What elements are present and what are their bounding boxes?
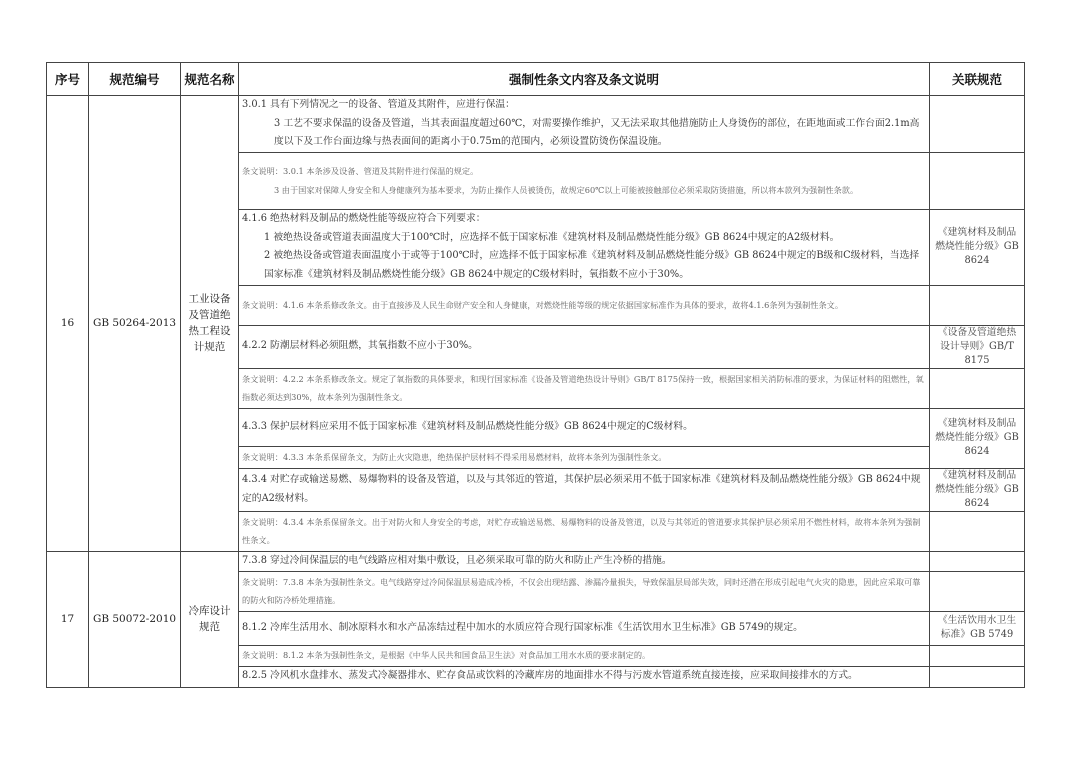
related-cell: 《建筑材料及制品燃烧性能分级》GB 8624: [930, 209, 1025, 285]
clause-line: 1 被绝热设备或管道表面温度大于100℃时，应选择不低于国家标准《建筑材料及制品燃烧性能分级》GB 8624中规定的A2级材料。: [264, 231, 840, 243]
clause-line: 8.2.5 冷风机水盘排水、蒸发式冷凝器排水、贮存食品或饮料的冷藏库房的地面排水不得与污废水管道系统直接连接，应采取间接排水的方式。: [242, 670, 858, 682]
col-header-seq: 序号: [47, 63, 89, 96]
clause-line: 4.1.6 绝热材料及制品的燃烧性能等级应符合下列要求：: [242, 213, 486, 224]
related-cell: 《建筑材料及制品燃烧性能分级》GB 8624: [930, 468, 1025, 511]
regulation-table: [46, 62, 1025, 688]
clause-line: 8.1.2 冷库生活用水、制冰原料水和水产品冻结过程中加水的水质应符合现行国家标准《生活饮用水卫生标准》GB 5749的规定。: [242, 621, 803, 633]
explain-line: 条文说明：4.3.3 本条系保留条文，为防止火灾隐患，绝热保护层材料不得采用易燃材料，故将本条列为强制性条文。: [242, 451, 667, 462]
clause-line: 7.3.8 穿过冷间保温层的电气线路应相对集中敷设，且必须采取可靠的防火和防止产生冷桥的措施。: [242, 554, 672, 566]
clause-content: [239, 408, 930, 446]
clause-explanation: [239, 571, 930, 611]
col-header-name: 规范名称: [181, 63, 239, 96]
clause-explanation: [239, 152, 930, 209]
clause-line: 3.0.1 具有下列情况之一的设备、管道及其附件，应进行保温：: [242, 99, 515, 110]
clause-line: 2 被绝热设备或管道表面温度小于或等于100℃时，应选择不低于国家标准《建筑材料及制品燃烧性能分级》GB 8624中规定的B级和C级材料，当选择国家标准《建筑材料及制品燃烧性能分级》GB 8624中规定的C级材料时，氧指数不应小于30%。: [264, 250, 920, 280]
explain-line: 3 由于国家对保障人身安全和人身健康列为基本要求，为防止操作人员被烫伤，故规定60℃以上可能被接触部位必须采取防烫措施，所以将本款列为强制性条款。: [274, 184, 859, 195]
name-cell: 工业设备及管道绝热工程设计规范: [181, 96, 239, 552]
code-cell: GB 50264-2013: [89, 96, 181, 552]
explain-line: 条文说明：8.1.2 本条为强制性条文，是根据《中华人民共和国食品卫生法》对食品加工用水水质的要求制定的。: [242, 650, 651, 661]
explain-line: 条文说明：4.3.4 本条系保留条文。出于对防火和人身安全的考虑，对贮存或输送易燃、易爆物料的设备及管道，以及与其邻近的管道要求其保护层必须采用不燃性材料，故将本条列为强制性条文。: [242, 516, 921, 545]
related-cell: 《生活饮用水卫生标准》GB 5749: [930, 611, 1025, 645]
clause-explanation: [239, 645, 930, 666]
clause-line: 4.3.4 对贮存或输送易燃、易爆物料的设备及管道，以及与其邻近的管道，其保护层必须采用不低于国家标准《建筑材料及制品燃烧性能分级》GB 8624中规定的A2级材料。: [242, 474, 921, 504]
clause-content: [239, 666, 930, 687]
clause-content: [239, 468, 930, 511]
explain-line: 条文说明：4.1.6 本条系修改条文。由于直接涉及人民生命财产安全和人身健康，对燃烧性能等级的规定依据国家标准作为具体的要求，故将4.1.6条列为强制性条文。: [242, 299, 844, 310]
explain-line: 条文说明：4.2.2 本条系修改条文。规定了氧指数的具体要求，和现行国家标准《设备及管道绝热设计导则》GB/T 8175保持一致，根据国家相关消防标准的要求，为保证材料的阻燃性，氧指数必须达到30%，故本条列为强制性条文。: [242, 373, 924, 402]
table-row: [47, 551, 1025, 571]
col-header-related: 关联规范: [930, 63, 1025, 96]
header-row: [47, 63, 1025, 96]
clause-content: [239, 551, 930, 571]
explain-line: 条文说明：7.3.8 本条为强制性条文。电气线路穿过冷间保温层易造成冷桥，不仅会出现结露、渗漏冷量损失，导致保温层局部失效，同时还潜在形成引起电气火灾的隐患，因此应采取可靠的防火和防冷桥处理措施。: [242, 576, 921, 605]
clause-explanation: [239, 368, 930, 408]
clause-content: [239, 209, 930, 285]
code-cell: GB 50072-2010: [89, 551, 181, 687]
related-cell: 《设备及管道绝热设计导则》GB/T 8175: [930, 325, 1025, 368]
clause-explanation: [239, 446, 930, 468]
explain-line: 条文说明：3.0.1 本条涉及设备、管道及其附件进行保温的规定。: [242, 166, 479, 176]
related-cell: [930, 96, 1025, 153]
seq-cell: 16: [47, 96, 89, 552]
clause-line: 3 工艺不要求保温的设备及管道，当其表面温度超过60℃，对需要操作维护，又无法采取其他措施防止人身烫伤的部位，在距地面或工作台面2.1m高度以下及工作台面边缘与热表面间的距离小于0.75m的范围内，必须设置防烫伤保温设施。: [274, 117, 920, 147]
clause-explanation: [239, 511, 930, 551]
clause-content: [239, 96, 930, 153]
name-cell: 冷库设计规范: [181, 551, 239, 687]
col-header-content: 强制性条文内容及条文说明: [239, 63, 930, 96]
clause-explanation: [239, 285, 930, 325]
clause-content: [239, 611, 930, 645]
col-header-code: 规范编号: [89, 63, 181, 96]
table-row: [47, 96, 1025, 153]
clause-line: 4.2.2 防潮层材料必须阻燃，其氧指数不应小于30%。: [242, 340, 478, 352]
related-cell: 《建筑材料及制品燃烧性能分级》GB 8624: [930, 408, 1025, 468]
clause-line: 4.3.3 保护层材料应采用不低于国家标准《建筑材料及制品燃烧性能分级》GB 8624中规定的C级材料。: [242, 420, 693, 432]
clause-content: [239, 325, 930, 368]
seq-cell: 17: [47, 551, 89, 687]
